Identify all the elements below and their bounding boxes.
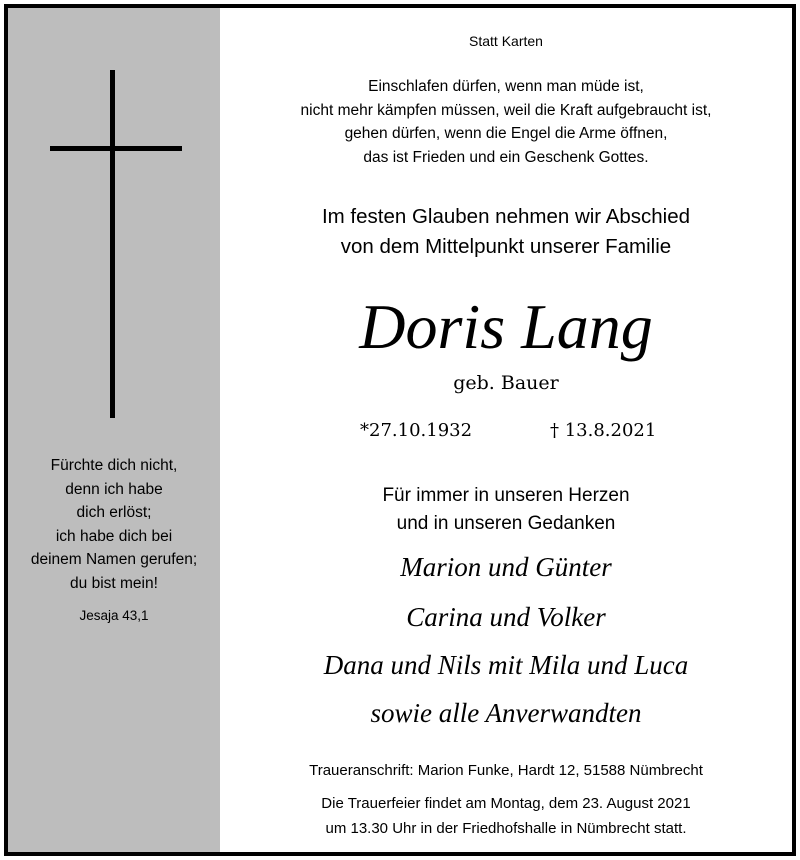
verse-line: du bist mein! [70, 574, 158, 592]
cross-horizontal-bar [50, 146, 182, 151]
birth-date: *27.10.1932 [360, 420, 473, 441]
birth-name: geb. Bauer [453, 372, 559, 394]
cross-vertical-bar [110, 70, 115, 418]
verse-line: Fürchte dich nicht, [50, 457, 178, 474]
verse-line: denn ich habe [65, 480, 163, 498]
main-content [220, 8, 792, 852]
life-dates [220, 420, 792, 446]
survivor-line: Carina und Volker [406, 602, 606, 632]
poem-line: das ist Frieden und ein Geschenk Gottes. [363, 148, 649, 166]
intro-line: von dem Mittelpunkt unserer Familie [340, 234, 672, 258]
bible-verse [8, 454, 220, 596]
mourning-address: Traueranschrift: Marion Funke, Hardt 12, 51588 Nümbrecht [309, 762, 703, 779]
deceased-name: Doris Lang [359, 291, 653, 362]
poem-line: Einschlafen dürfen, wenn man müde ist, [368, 78, 644, 95]
memory-line: und in unseren Gedanken [396, 513, 616, 534]
memory-line: Für immer in unseren Herzen [382, 485, 630, 506]
intro-text [220, 202, 792, 261]
death-date: † 13.8.2021 [550, 420, 657, 441]
survivor-line: Marion und Günter [400, 552, 612, 582]
service-line: Die Trauerfeier findet am Montag, dem 23. August 2021 [321, 795, 691, 812]
sidebar-panel [8, 8, 220, 852]
poem-line: gehen dürfen, wenn die Engel die Arme öffnen, [344, 125, 668, 142]
survivor-line: sowie alle Anverwandten [370, 698, 642, 728]
survivor-line: Dana und Nils mit Mila und Luca [323, 650, 689, 680]
intro-line: Im festen Glauben nehmen wir Abschied [321, 205, 691, 228]
verse-line: ich habe dich bei [55, 527, 173, 545]
obituary-notice [4, 4, 796, 856]
service-line: um 13.30 Uhr in der Friedhofshalle in Nümbrecht statt. [325, 819, 687, 837]
poem [220, 75, 792, 169]
poem-line: nicht mehr kämpfen müssen, weil die Kraft aufgebraucht ist, [300, 101, 712, 119]
verse-reference: Jesaja 43,1 [79, 608, 149, 623]
verse-line: deinem Namen gerufen; [30, 551, 198, 569]
verse-line: dich erlöst; [76, 504, 152, 522]
memory-text [220, 482, 792, 538]
funeral-service-info [220, 792, 792, 841]
header-text: Statt Karten [469, 33, 543, 49]
